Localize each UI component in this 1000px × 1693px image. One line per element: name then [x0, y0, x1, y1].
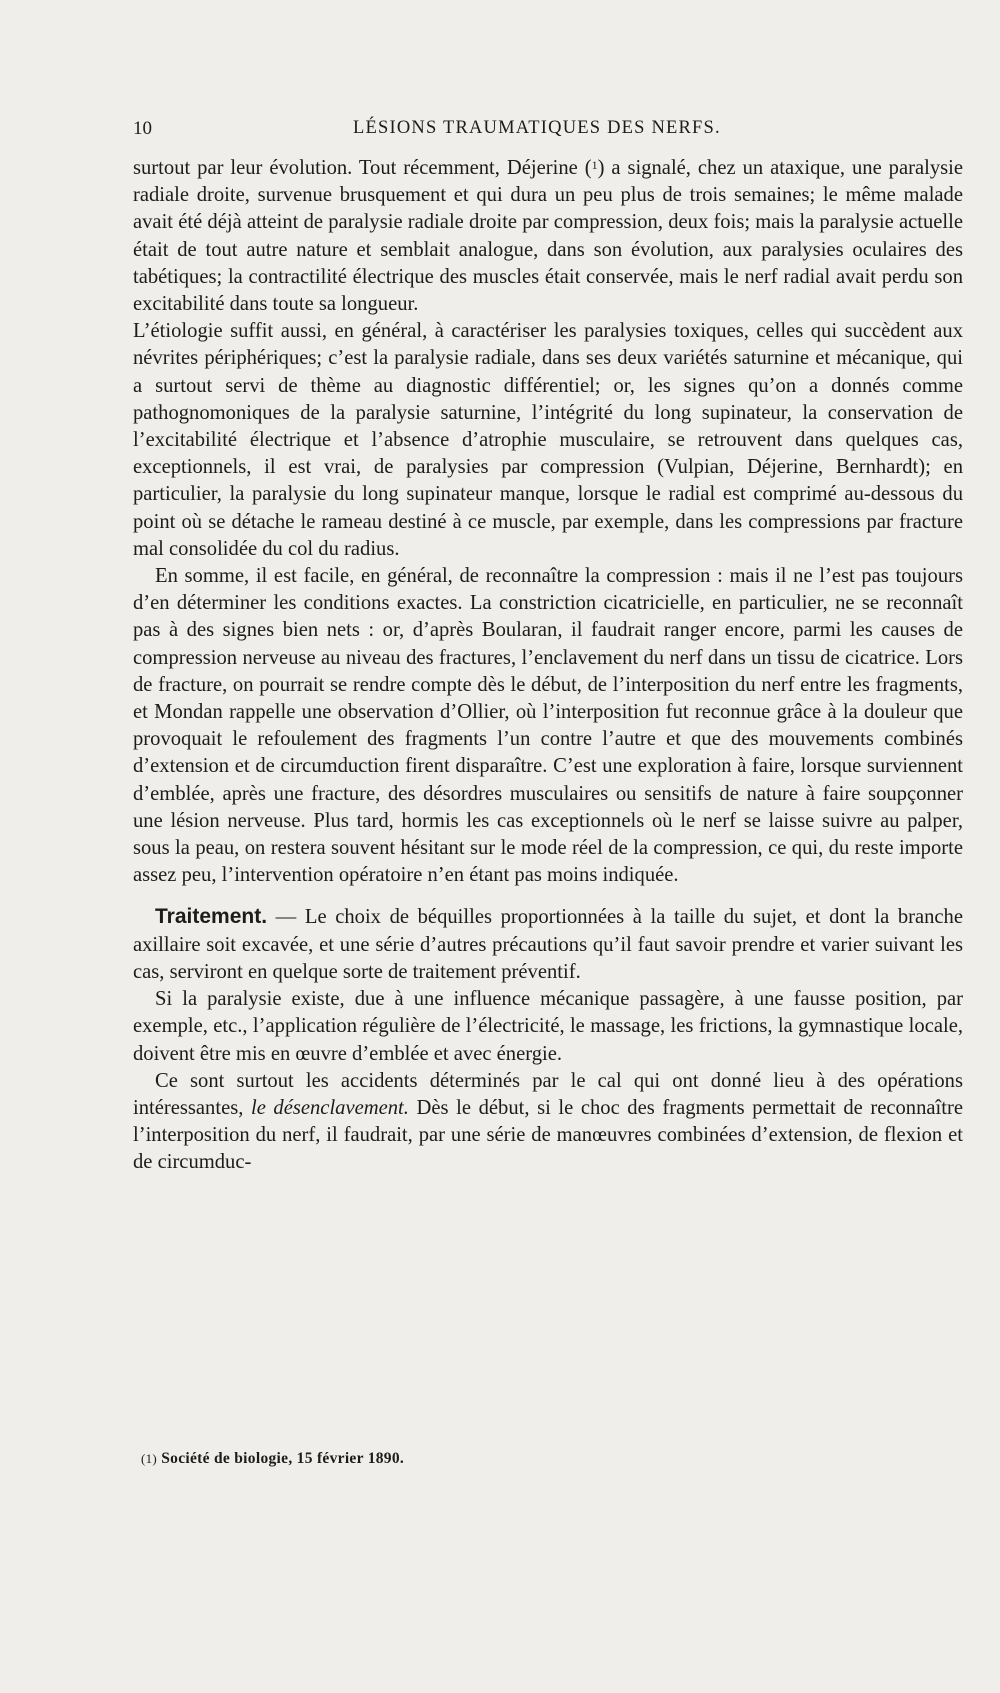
section-heading-traitement: Traitement. [155, 905, 268, 929]
body-text [133, 155, 963, 1177]
paragraph-6 [133, 1068, 963, 1177]
page-number: 10 [133, 118, 152, 139]
footnote [141, 1450, 961, 1468]
paragraph-4 [133, 903, 963, 986]
footnote-text: Société de biologie, 15 février 1890. [157, 1450, 405, 1467]
footnote-marker: (1) [141, 1451, 158, 1466]
running-title: LÉSIONS TRAUMATIQUES DES NERFS. [353, 118, 721, 138]
paragraph-1-start: surtout par leur évolution. Tout récemment, Déjerine ( [133, 157, 592, 179]
paragraph-1 [133, 155, 963, 318]
footnote-reference: 1 [591, 158, 598, 172]
paragraph-2: L’étiologie suffit aussi, en général, à caractériser les paralysies toxiques, celles qui succèdent aux névrites périphériques; c’est la paralysie radiale, dans ses deux variétés saturnine et mécanique, qui a surtout servi de thème au diagnostic différentiel; or, les signes qu’on a donnés comme pathognomoniques de la paralysie saturnine, l’intégrité du long supinateur, la conservation de l’excitabilité électrique et l’absence d’atrophie musculaire, se retrouvent dans quelques cas, exceptionnels, il est vrai, de paralysies par compression (Vulpian, Déjerine, Bernhardt); en particulier, la paralysie du long supinateur manque, lorsque le radial est comprimé au-dessous du point où se détache le rameau destiné à ce muscle, par exemple, dans les compressions par fracture mal consolidée du col du radius. [133, 320, 963, 560]
paragraph-1-end: ) a signalé, chez un ataxique, une paralysie radiale droite, survenue brusquement et qui dura un peu plus de trois semaines; le même malade avait été déjà atteint de paralysie radiale droite par compression, deux fois; mais la paralysie actuelle était de tout autre nature et semblait analogue, dans son évolution, aux paralysies oculaires des tabétiques; la contractilité électrique des muscles était conservée, mais le nerf radial avait perdu son excitabilité dans toute sa longueur. [133, 157, 963, 316]
running-head [133, 118, 963, 148]
paragraph-6-start: Ce sont surtout les accidents déterminés par le cal qui ont donné lieu à des opérations intéressantes, [133, 1069, 963, 1119]
paragraph-3: En somme, il est facile, en général, de reconnaître la compression : mais il ne l’est pas toujours d’en déterminer les conditions exactes. La constriction cicatricielle, en particulier, ne se reconnaît pas à des signes bien nets : or, d’après Boularan, il faudrait ranger encore, parmi les causes de compression nerveuse au niveau des fractures, l’enclavement du nerf dans un tissu de cicatrice. Lors de fracture, on pourrait se rendre compte dès le début, de l’interposition du nerf entre les fragments, et Mondan rappelle une observation d’Ollier, où l’interposition fut reconnue grâce à la douleur que provoquait le refoulement des fragments l’un contre l’autre et que des mouvements combinés d’extension et de circumduction firent disparaître. C’est une exploration à faire, lorsque surviennent d’emblée, après une fracture, des désordres musculaires ou sensitifs de nature à faire soupçonner une lésion nerveuse. Plus tard, hormis les cas exceptionnels où le nerf se laisse suivre au palper, sous la peau, on restera souvent hésitant sur le mode réel de la compression, ce qui, du reste importe assez peu, l’intervention opératoire n’en étant pas moins indiquée. [133, 565, 963, 887]
paragraph-6-italic: le désenclavement. [250, 1096, 409, 1119]
paragraph-5: Si la paralysie existe, due à une influence mécanique passagère, à une fausse position, par exemple, etc., l’application régulière de l’électricité, le massage, les frictions, la gymnastique locale, doivent être mis en œuvre d’emblée et avec énergie. [133, 988, 963, 1065]
paragraph-4-text: — Le choix de béquilles proportionnées à la taille du sujet, et dont la branche axillaire soit excavée, et une série d’autres précautions qu’il faut savoir prendre et varier suivant les cas, serviront en quelque sorte de traitement préventif. [133, 906, 963, 983]
paragraph-6-end: Dès le début, si le choc des fragments permettait de reconnaître l’interposition du nerf, il faudrait, par une série de manœuvres combinées d’extension, de flexion et de circumduc- [133, 1096, 963, 1174]
